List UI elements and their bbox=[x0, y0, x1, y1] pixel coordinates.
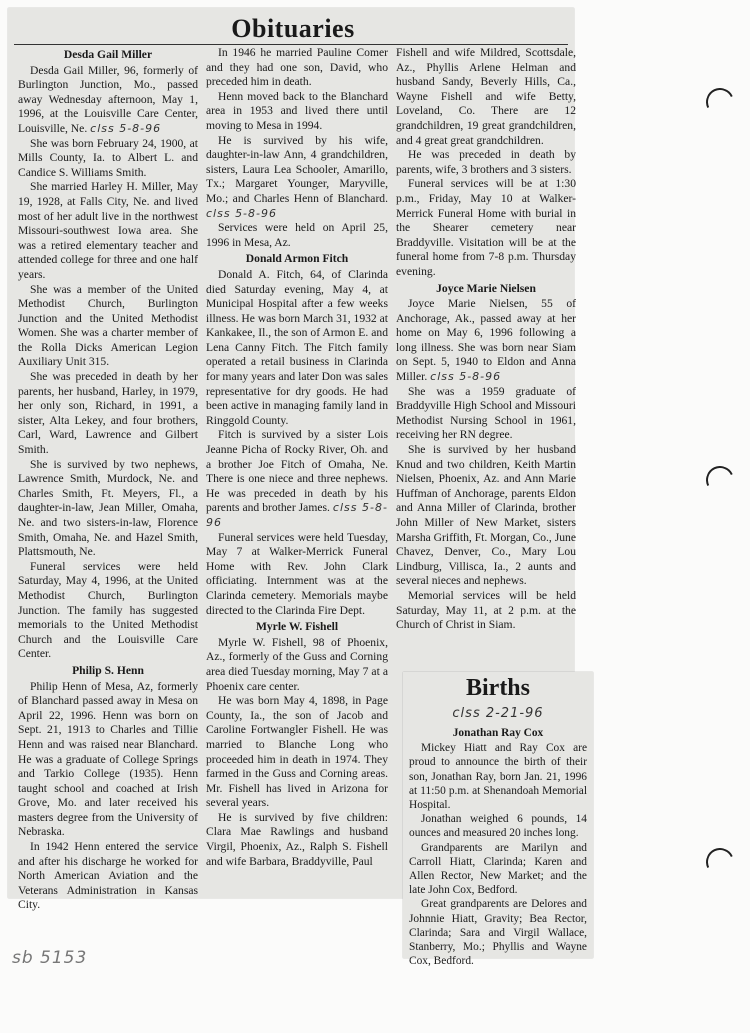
birth-heading: Jonathan Ray Cox bbox=[452, 727, 544, 739]
punch-hole-icon bbox=[702, 844, 738, 880]
paragraph-text: She was preceded in death by her parents, her husband, Harley, in 1979, her only son, Richard, in 1991, a sister, Alta Lekey, and four brothers, Carl, Ward, Lawrence and Gilbert Smith. bbox=[18, 370, 198, 457]
paragraph-text: He is survived by five children: Clara Mae Rawlings and husband Virgil, Phoenix, Az., Ralph S. Fishell and wife Barbara, Braddyville, Paul bbox=[206, 810, 388, 868]
obituary-heading: Desda Gail Miller bbox=[63, 48, 153, 61]
title-rule bbox=[14, 44, 568, 45]
column-3 bbox=[396, 46, 576, 633]
obituary-paragraph bbox=[206, 428, 388, 530]
handwritten-date: clss 5-8-96 bbox=[90, 121, 162, 135]
paragraph-text: In 1946 he married Pauline Comer and they had one son, David, who preceded him in death. bbox=[206, 46, 388, 89]
paragraph-text: She is survived by two nephews, Lawrence Smith, Murdock, Ne. and Charles Smith, Ft. Meyers, Fl., a daughter-in-law, Jean Miller, Omaha, Ne. and two sisters-in-law, Florence Smith, Omaha, Ne. and Hazel Smith, Plattsmouth, Ne. bbox=[18, 457, 198, 559]
catalog-number: sb 5153 bbox=[12, 948, 88, 968]
obituary-paragraph bbox=[18, 180, 198, 282]
obituary-paragraph bbox=[206, 46, 388, 90]
obituary-paragraph bbox=[396, 443, 576, 589]
obituary-paragraph bbox=[206, 531, 388, 619]
obituary-paragraph bbox=[206, 694, 388, 811]
births-title: Births bbox=[465, 675, 530, 701]
obituary-paragraph bbox=[206, 268, 388, 429]
birth-paragraph: Grandparents are Marilyn and Carroll Hiatt, Clarinda; Karen and Allen Rector, New Market; and the late John Cox, Bedford. bbox=[409, 841, 587, 897]
obituary-paragraph bbox=[18, 560, 198, 662]
punch-hole-icon bbox=[702, 462, 738, 498]
paragraph-text: She is survived by her husband Knud and two children, Keith Martin Nielsen, Phoenix, Az. and Ann Marie Huffman of Anchorage, parents Eldon and Anna Miller of Clarinda, brother John Miller of New Market, sisters Marsha Griffith, Ft. Morgan, Co., June Chavez, Denver, Co., Mary Lou Lindburg, Villisca, Ia., 2 aunts and several nieces and nephews. bbox=[396, 443, 576, 588]
births-clipping bbox=[403, 672, 593, 968]
paragraph-text: He was preceded in death by parents, wife, 3 brothers and 3 sisters. bbox=[396, 148, 576, 176]
obituary-paragraph bbox=[396, 46, 576, 148]
obituary-heading: Joyce Marie Nielsen bbox=[436, 281, 536, 295]
obituary-paragraph bbox=[18, 137, 198, 181]
paragraph-text: Henn moved back to the Blanchard area in 1953 and lived there until moving to Mesa in 1994. bbox=[206, 89, 388, 132]
paragraph-text: She was a 1959 graduate of Braddyville High School and Missouri Methodist Nursing School in 1961, receiving her RN degree. bbox=[396, 384, 576, 442]
paragraph-text: Joyce Marie Nielsen, 55 of Anchorage, Ak., passed away at her home on May 6, 1996 following a long illness. She was born near Siam on Sept. 5, 1940 to Eldon and Anna Miller. bbox=[396, 297, 576, 384]
birth-paragraph: Great grandparents are Delores and Johnnie Hiatt, Gravity; Bea Rector, Clarinda; Sara and Virgil Wallace, Stanberry, Mo.; Phyllis and Wayne Cox, Bedford. bbox=[409, 898, 587, 968]
obituary-heading: Myrle W. Fishell bbox=[255, 620, 339, 634]
column-1 bbox=[18, 46, 198, 913]
obituary-paragraph bbox=[18, 370, 198, 458]
births-text bbox=[409, 726, 587, 968]
paragraph-text: She was a member of the United Methodist Church, Burlington Junction and the United Methodist Women. She was a charter member of the Rolla Dicks American Legion Auxiliary Unit 315. bbox=[18, 282, 198, 369]
handwritten-date: clss 5-8-96 bbox=[430, 370, 502, 384]
paragraph-text: Philip Henn of Mesa, Az, formerly of Blanchard passed away in Mesa on April 22, 1996. Henn was born on Sept. 21, 1913 to Charles and Tillie Henn and was raised near Blanchard. He was a graduate of College Springs and Tarkio College (1935). Henn taught school and coached at Irish Grove, Mo. and later received his masters degree from the University of Nebraska. bbox=[18, 679, 198, 839]
obituary-heading: Philip S. Henn bbox=[72, 663, 144, 677]
handwritten-date: clss 5-8-96 bbox=[206, 206, 277, 220]
obituary-paragraph bbox=[18, 283, 198, 371]
paragraph-text: Memorial services will be held Saturday, May 11, at 2 p.m. at the Church of Christ in Siam. bbox=[396, 588, 576, 632]
obituary-paragraph bbox=[396, 589, 576, 633]
paragraph-text: She married Harley H. Miller, May 19, 1928, at Falls City, Ne. and lived most of her adult live in the northwest Missouri-southwest Iowa area. She was a retired elementary teacher and attended college for three and one half years. bbox=[18, 180, 198, 281]
obituary-paragraph bbox=[396, 148, 576, 177]
punch-hole-icon bbox=[702, 84, 738, 120]
paragraph-text: Services were held on April 25, 1996 in Mesa, Az. bbox=[206, 221, 388, 249]
paragraph-text: He was born May 4, 1898, in Page County, Ia., the son of Jacob and Caroline Fortwangler Fishell. He was married to Blanche Long who proceeded him in death in 1974. They farmed in the Guss and Corning areas. Mr. Fishell has lived in Arizona for several years. bbox=[206, 694, 388, 810]
paragraph-text: Fishell and wife Mildred, Scottsdale, Az., Phyllis Arlene Helman and husband Sandy, Beverly Hills, Ca., Wayne Fishell and wife Betty, Loveland, Co. There are 12 grandchildren, 19 great grandchildren, and 4 great great grandchildren. bbox=[396, 46, 576, 147]
paragraph-text: She was born February 24, 1900, at Mills County, Ia. to Albert L. and Candice S. Williams Smith. bbox=[18, 136, 198, 179]
obituary-paragraph bbox=[18, 680, 198, 841]
obituary-paragraph bbox=[18, 458, 198, 560]
paragraph-text: In 1942 Henn entered the service and after his discharge he worked for North American Aviation and the Veterans Administration in Kansas City. bbox=[18, 840, 198, 912]
handwritten-date: clss 2-21-96 bbox=[452, 706, 544, 721]
obituary-paragraph bbox=[206, 811, 388, 869]
obituary-paragraph bbox=[396, 385, 576, 443]
obituary-paragraph bbox=[206, 90, 388, 134]
obituary-paragraph bbox=[206, 636, 388, 694]
birth-paragraph: Jonathan weighed 6 pounds, 14 ounces and measured 20 inches long. bbox=[409, 813, 587, 840]
paragraph-text: Myrle W. Fishell, 98 of Phoenix, Az., formerly of the Guss and Corning area died Tuesday morning, May 7 at a Phoenix care center. bbox=[206, 635, 388, 693]
paragraph-text: He is survived by his wife, daughter-in-law Ann, 4 grandchildren, sisters, Laura Lea Schooler, Amarillo, Tx.; Margaret Younger, Maryville, Mo.; and Charles Henn of Blanchard. bbox=[206, 133, 388, 205]
birth-paragraph: Mickey Hiatt and Ray Cox are proud to announce the birth of their son, Jonathan Ray, born Jan. 21, 1996 at 11:50 p.m. at Shenandoah Memorial Hospital. bbox=[409, 742, 587, 812]
paragraph-text: Donald A. Fitch, 64, of Clarinda died Saturday evening, May 4, at Municipal Hospital after a few weeks illness. He was born March 31, 1932 at Kankakee, Il., the son of Armon E. and Lena Canny Fitch. The Fitch family operated a retail business in Clarinda for many years and later Don was sales representative for dry goods. He had been active in managing family land in Ringgold County. bbox=[206, 267, 388, 427]
column-2 bbox=[206, 46, 388, 869]
paragraph-text: Funeral services will be at 1:30 p.m., Friday, May 10 at Walker-Merrick Funeral Home with burial in the Shearer cemetery near Braddyville. Visitation will be at the funeral home from 7-8 p.m. Thursday evening. bbox=[396, 177, 576, 278]
obituary-paragraph bbox=[206, 134, 388, 222]
obituary-paragraph bbox=[18, 840, 198, 913]
paragraph-text: Desda Gail Miller, 96, formerly of Burlington Junction, Mo., passed away Wednesday afternoon, May 1, 1996, at the Louisville Care Center, Louisville, Ne. bbox=[18, 63, 198, 135]
handwritten-date: clss 5-8-96 bbox=[206, 501, 388, 529]
obituary-paragraph bbox=[396, 177, 576, 279]
page-title: Obituaries bbox=[231, 14, 355, 43]
paragraph-text: Funeral services were held Tuesday, May 7 at Walker-Merrick Funeral Home with Rev. John Clark officiating. Internment was at the Clarinda cemetery. Memorials maybe directed to the Clarinda Fire Dept. bbox=[206, 530, 388, 617]
obituary-heading: Donald Armon Fitch bbox=[245, 252, 349, 266]
obituary-paragraph bbox=[206, 221, 388, 250]
obituary-paragraph bbox=[396, 297, 576, 385]
obituary-paragraph bbox=[18, 64, 198, 137]
paragraph-text: Funeral services were held Saturday, May 4, 1996, at the United Methodist Church, Burlington Junction. The family has suggested memorials to the United Methodist Church and the Louisville Care Center. bbox=[18, 559, 198, 661]
paragraph-text: Fitch is survived by a sister Lois Jeanne Picha of Rocky River, Oh. and a brother Joe Fitch of Omaha, Ne. There is one niece and three nephews. He was preceded in death by his parents and brother James. bbox=[206, 428, 388, 515]
